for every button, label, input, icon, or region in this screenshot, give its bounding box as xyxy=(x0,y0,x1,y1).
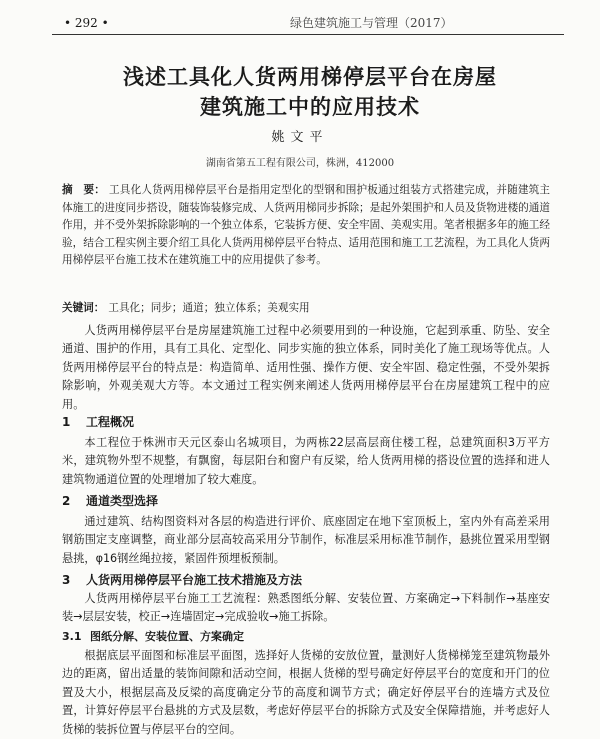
subsection-number: 3.1 xyxy=(62,630,82,643)
section-3-heading xyxy=(62,571,302,588)
keywords-label: 关键词： xyxy=(62,302,105,314)
intro-paragraph: 人货两用梯停层平台是房屋建筑施工过程中必须要用到的一种设施，它起到承重、防坠、安全通道、围护的作用，具有工具化、定型化、同步实施的独立体系，同时美化了施工现场等优点。人货两用梯停层平台的特点是：构造简单、适用性强、操作方便、安全牢固、稳定性强，不受外架拆除影响，外观美观大方等。本文通过工程实例来阐述人货两用梯停层平台在房屋建筑工程中的应用。 xyxy=(62,324,550,411)
subsection-3-1-text: 根据底层平面图和标准层平面图，选择好人货梯的安放位置，量测好人货梯梯笼至建筑物最外边的距离，留出适量的装饰间隙和活动空间，根据人货梯的型号确定好停层平台的宽度和开门的位置及大小，根据层高及反梁的高度确定分节的高度和调节方式；确定好停层平台的连墙方式及位置，计算好停层平台悬挑的方式及层数，考虑好停层平台的拆除方式及安全保障措施，并考虑好人货梯的装拆位置与停层平台的空间。 xyxy=(62,649,550,736)
abstract-text: 工具化人货两用梯停层平台是指用定型化的型钢和围护板通过组装方式搭建完成，并随建筑主体施工的进度同步搭设，随装饰装修完成、人货两用梯同步拆除；是起外架围护和人员及货物进楼的通道作用，并不受外架拆除影响的一个独立体系，它装拆方便、安全牢固、美观实用。笔者根据多年的施工经验，结合工程实例主要介绍工具化人货两用梯停层平台特点、适用范围和施工工艺流程，为工具化人货两用梯停层平台施工技术在建筑施工中的应用提供了参考。 xyxy=(62,184,551,266)
author-name: 姚文平 xyxy=(271,130,329,145)
section-number: 1 xyxy=(62,415,71,429)
section-1-text: 本工程位于株洲市天元区泰山名城项目，为两栋22层高层商住楼工程，总建筑面积3万平方米，建筑物外型不规整，有飘窗，每层阳台和窗户有反梁，给人货两用梯的搭设位置的选择和进人建筑物通道位置的处理增加了较大难度。 xyxy=(62,436,550,486)
section-1-heading xyxy=(62,413,134,430)
keywords-text: 工具化；同步；通道；独立体系；美观实用 xyxy=(108,302,310,314)
title-line-1: 浅述工具化人货两用梯停层平台在房屋 xyxy=(123,64,497,89)
abstract xyxy=(62,182,550,270)
running-head xyxy=(52,12,564,35)
page-number: • 292 • xyxy=(64,16,109,30)
section-2-text: 通过建筑、结构图资料对各层的构造进行评价、底座固定在地下室顶板上，室内外有高差采用钢筋围定支座调整，商业部分层高较高采用分节制作，标准层采用标准节制作，悬挑位置采用型钢悬挑，φ16钢丝绳拉接，紧固件预埋板预制。 xyxy=(62,515,550,565)
abstract-label: 摘 要： xyxy=(62,184,106,196)
subsection-title: 图纸分解、安装位置、方案确定 xyxy=(90,630,244,643)
section-3-text: 人货两用梯停层平台施工工艺流程：熟悉图纸分解、安装位置、方案确定→下料制作→基座安装→层层安装，校正→连墙固定→完成验收→施工拆除。 xyxy=(62,592,550,624)
keywords xyxy=(62,300,550,317)
section-title: 通道类型选择 xyxy=(86,494,159,508)
article-title xyxy=(60,62,560,122)
section-title: 工程概况 xyxy=(86,415,135,429)
title-line-2: 建筑施工中的应用技术 xyxy=(200,94,420,119)
section-number: 3 xyxy=(62,573,71,587)
section-2-heading xyxy=(62,492,158,509)
section-title: 人货两用梯停层平台施工技术措施及方法 xyxy=(86,573,303,587)
author-affiliation: 湖南省第五工程有限公司，株洲，412000 xyxy=(205,158,395,169)
section-number: 2 xyxy=(62,494,71,508)
journal-title: 绿色建筑施工与管理（2017） xyxy=(290,16,453,30)
subsection-3-1-heading xyxy=(62,628,244,644)
